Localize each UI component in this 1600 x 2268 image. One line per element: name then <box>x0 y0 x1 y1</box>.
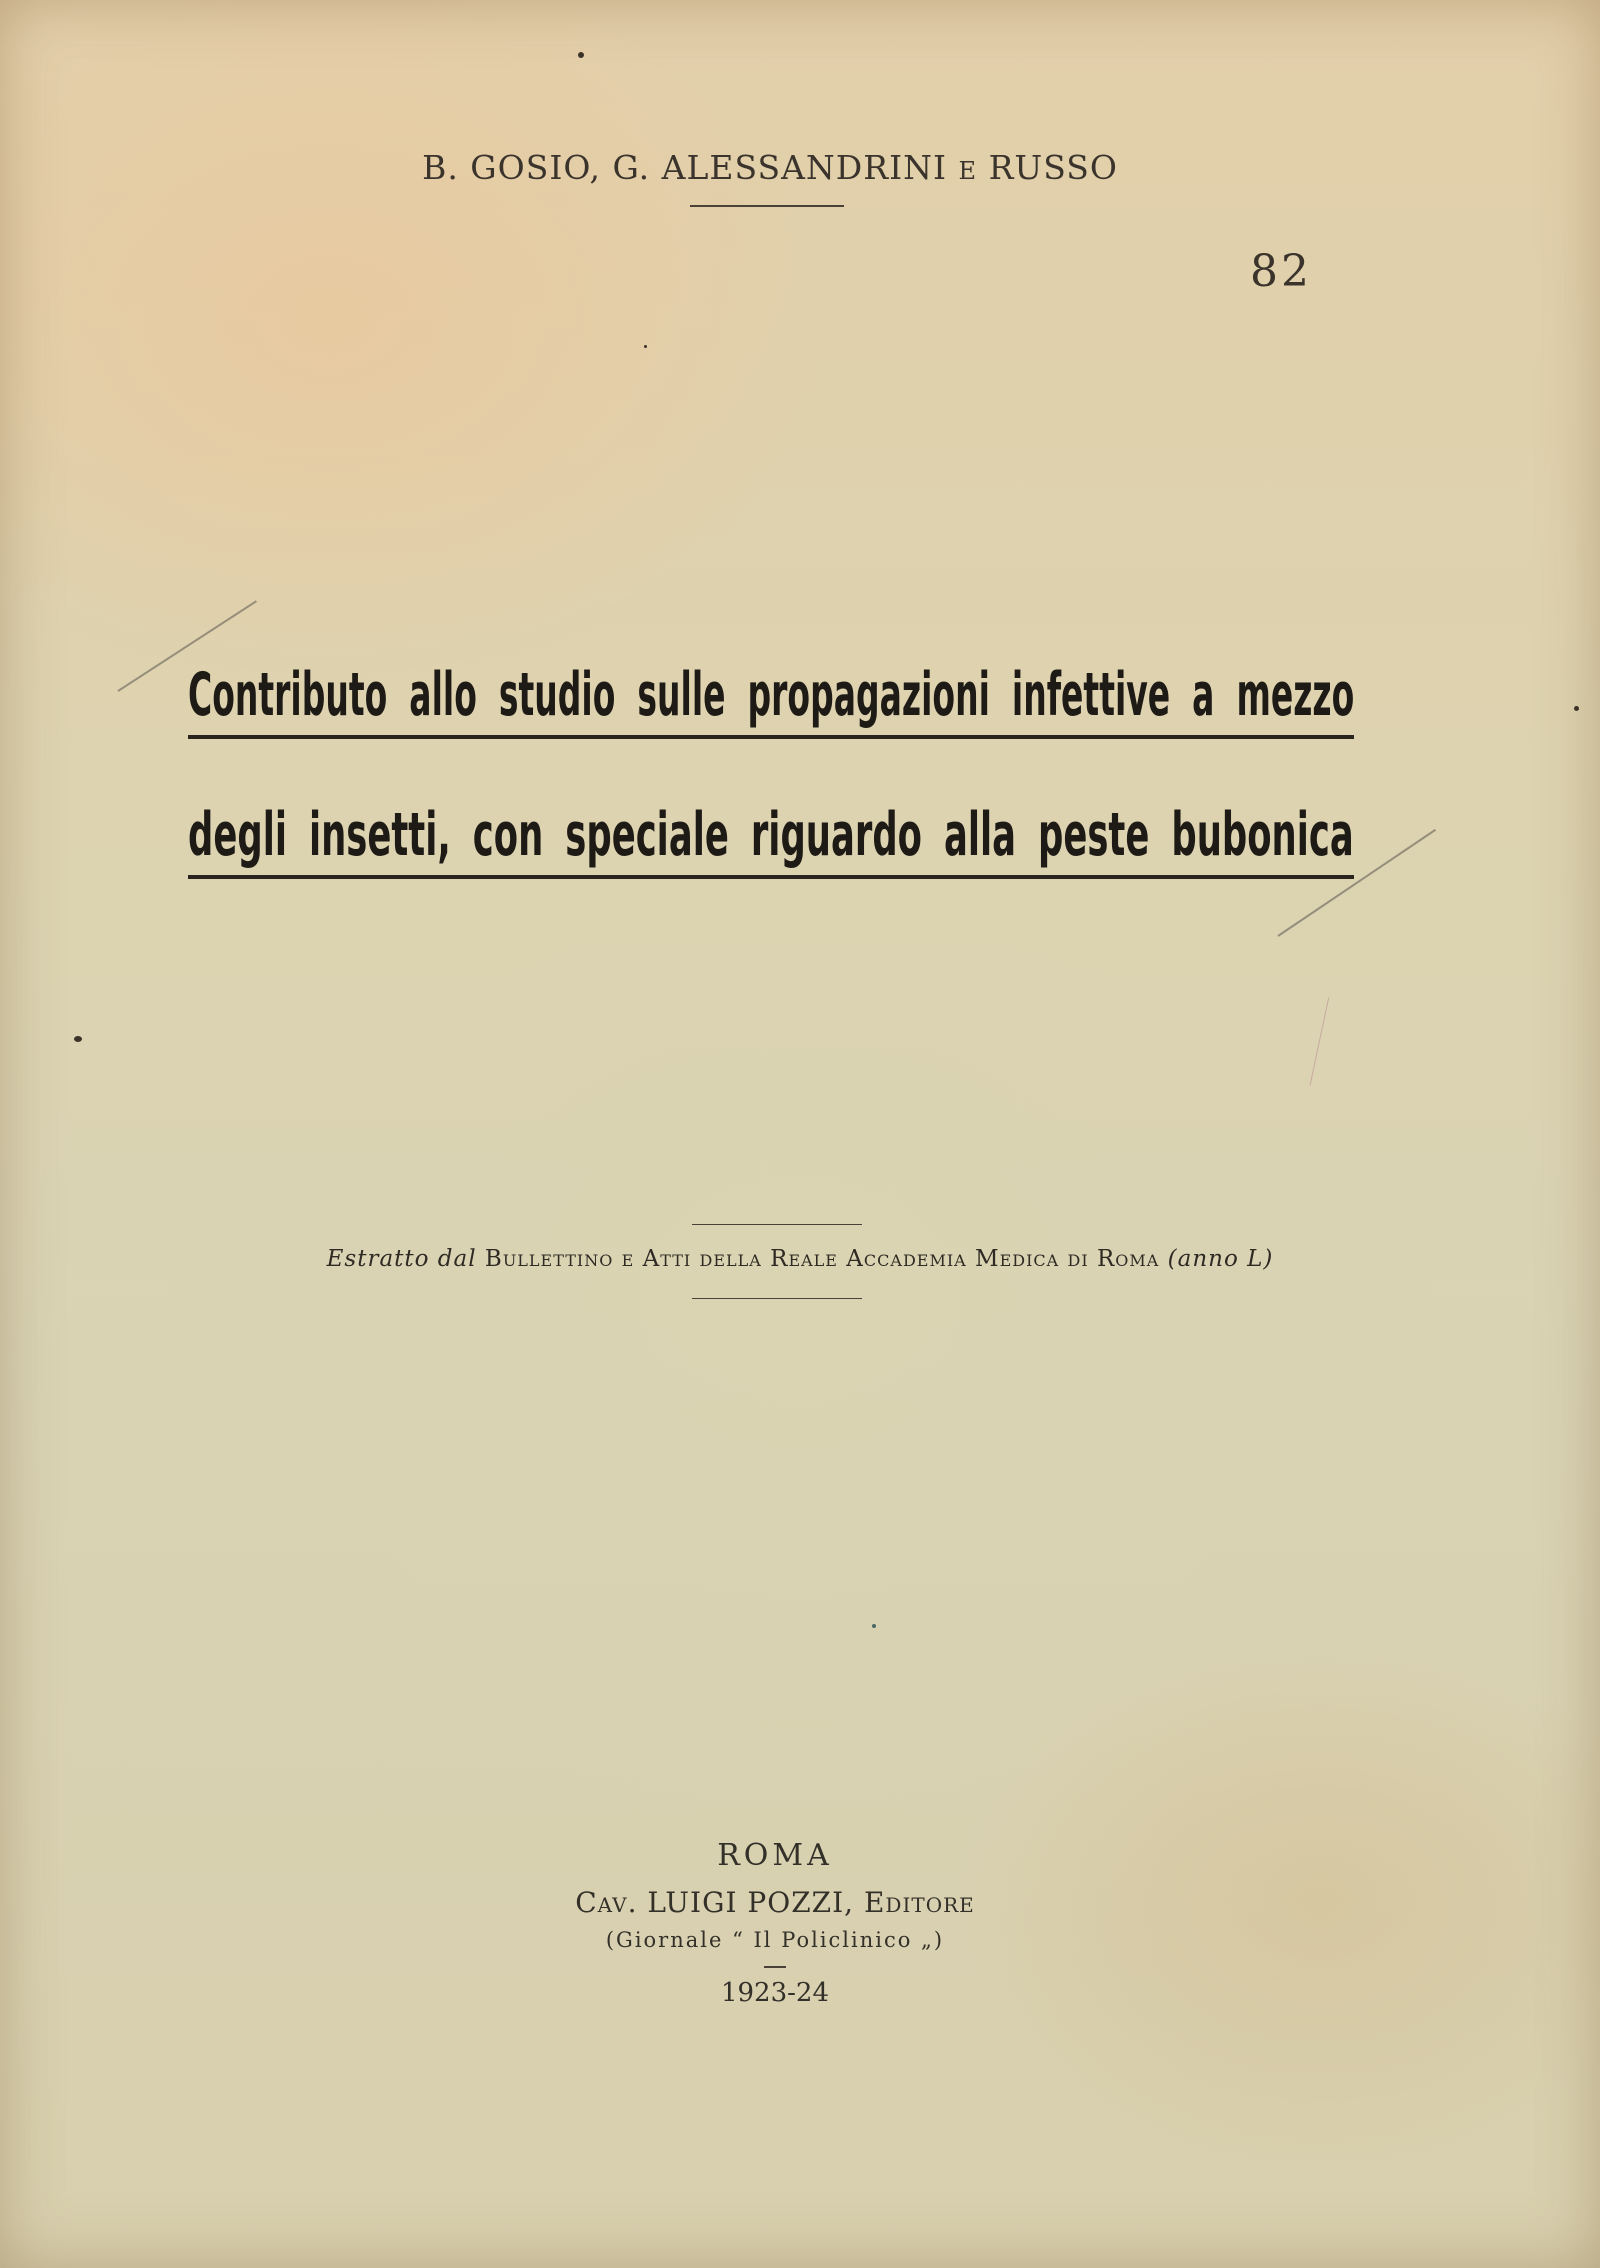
title-word: sulle <box>637 660 726 730</box>
authors-rule <box>690 205 844 207</box>
imprint-rule <box>764 1966 786 1968</box>
paper-speck <box>644 345 647 348</box>
title-word: propagazioni <box>747 660 990 730</box>
title-word: studio <box>498 660 616 730</box>
title-word: allo <box>409 660 477 730</box>
title-word: degli <box>188 800 287 870</box>
title-word: insetti, <box>308 800 451 870</box>
extract-rule-top <box>692 1224 862 1225</box>
title-underline-2 <box>188 875 1354 879</box>
imprint-city: ROMA <box>717 1838 833 1873</box>
extract-rule-bottom <box>692 1298 862 1299</box>
title-word: bubonica <box>1171 800 1354 870</box>
title-word: mezzo <box>1236 660 1355 730</box>
title-line-1 <box>188 660 1354 730</box>
pencil-mark-faint <box>1310 997 1330 1085</box>
title-word: Contributo <box>188 660 388 730</box>
title-word: speciale <box>565 800 729 870</box>
imprint-year: 1923-24 <box>720 1978 830 2008</box>
extract-prefix: Estratto dal <box>326 1246 477 1272</box>
title-word: riguardo <box>750 800 922 870</box>
extract-suffix: (anno L) <box>1167 1246 1274 1272</box>
title-word: peste <box>1038 800 1150 870</box>
title-word: alla <box>943 800 1017 870</box>
title-word: infettive <box>1011 660 1171 730</box>
title-word: con <box>472 800 544 870</box>
authors-last: RUSSO <box>988 148 1118 187</box>
extract-source: Bullettino e Atti della Reale Accademia Medica di Roma <box>484 1246 1160 1272</box>
imprint-journal: (Giornale “ Il Policlinico „) <box>605 1928 945 1952</box>
title-line-2 <box>188 800 1354 870</box>
catalog-number: 82 <box>1250 246 1312 297</box>
paper-speck <box>578 52 584 58</box>
paper-speck <box>74 1036 82 1042</box>
paper-speck <box>1574 706 1579 711</box>
extract-line <box>0 1246 1600 1272</box>
paper-speck <box>872 1624 876 1628</box>
authors-line <box>0 148 1540 187</box>
title-word: a <box>1192 660 1215 730</box>
authors-conjunction: E <box>958 157 978 185</box>
authors-main: B. GOSIO, G. ALESSANDRINI <box>422 148 948 187</box>
title-underline-1 <box>188 735 1354 739</box>
imprint-publisher: Cav. LUIGI POZZI, Editore <box>575 1886 975 1919</box>
